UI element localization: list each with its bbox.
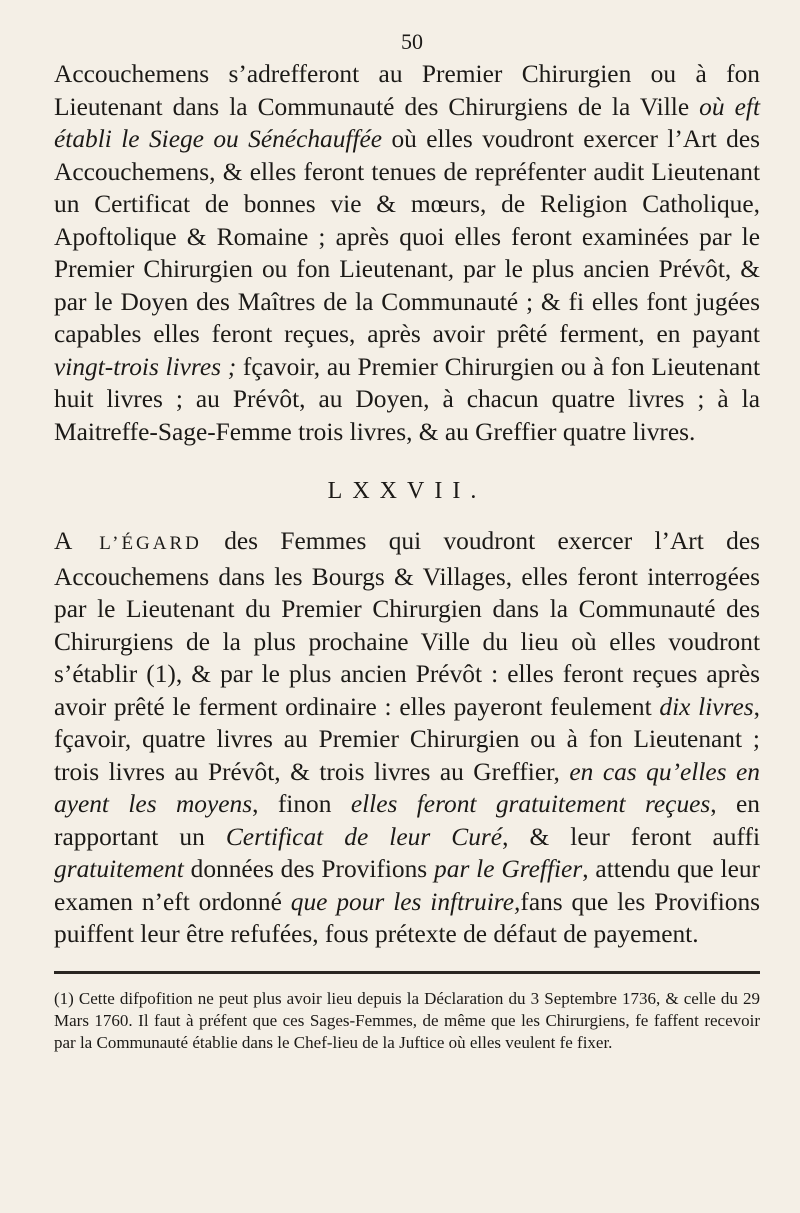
article-heading: LXXVII. — [327, 478, 487, 504]
lead-initial: A — [54, 527, 74, 555]
article-paragraph — [54, 58, 760, 448]
text-run: , attendu que leur examen n’eft ordonné — [54, 855, 760, 916]
text-run: fans que les Provifions puiffent leur être refufées, fous prétexte de défaut de payement. — [54, 887, 761, 948]
italic-text: Certificat de leur Curé — [225, 822, 503, 851]
italic-text: elles feront gratuitement reçues — [350, 790, 711, 818]
italic-text: que pour les inftruire, — [290, 887, 521, 916]
text-run: où elles voudront exercer l’Art des Accouchemens, & elles feront tenues de repréfenter audit Lieutenant un Certificat de bonnes vie & mœurs, de Religion Catholique, Apoftolique & Romaine ; après quoi elles feront examinées par le Premier Chirurgien ou fon Lieutenant, par le plus ancien Prévôt, & par le Doyen des Maîtres de la Communauté ; & fi elles font jugées capables elles feront reçues, après avoir prêté ferment, en payant — [54, 125, 760, 348]
footnote: (1) Cette difpofition ne peut plus avoir lieu depuis la Déclaration du 3 Septembre 1736, & celle du 29 Mars 1760. Il faut à préfent que ces Sages-Femmes, de même que les Chirurgiens, fe faffent recevoir par la Communauté établie dans le Chef-lieu de la Juftice où elles veulent fe fixer. — [54, 988, 760, 1052]
italic-text: vingt-trois livres ; — [54, 352, 237, 381]
italic-text: en cas qu’elles en ayent les moyens — [54, 757, 760, 818]
text-run: données des Provifions — [183, 855, 435, 883]
text-run: Accouchemens s’adrefferont au Premier Chirurgien ou à fon Lieutenant dans la Communauté des Chirurgiens de la Ville — [54, 60, 760, 121]
italic-text: gratuitement — [54, 855, 184, 883]
footnote-divider — [54, 971, 760, 974]
text-run: , & leur feront auffi — [502, 822, 761, 851]
italic-text: par le Greffier — [434, 855, 583, 883]
text-run: , en rapportant un — [54, 790, 760, 851]
italic-text: où eft établi le Siege ou Sénéchauffée — [54, 92, 761, 153]
text-run: des Femmes qui voudront exercer l’Art des Accouchemens dans les Bourgs & Villages, elles feront interrogées par le Lieutenant du Premier Chirurgien dans la Communauté des Chirurgiens de la plus prochaine Ville du lieu où elles voudront s’établir (1), & par le plus ancien Prévôt : elles feront reçues après avoir prêté le ferment ordinaire : elles payeront feulement — [54, 527, 760, 721]
book-page — [54, 30, 760, 1054]
paragraph-lead — [54, 527, 202, 555]
page-number: 50 — [401, 29, 423, 54]
italic-text: dix livres — [659, 692, 754, 721]
text-run: fçavoir, au Premier Chirurgien ou à fon Lieutenant huit livres ; au Prévôt, au Doyen, à chacun quatre livres ; à la Maitreffe-Sage-Femme trois livres, & au Greffier quatre livres. — [54, 352, 761, 446]
text-run: , fçavoir, quatre livres au Premier Chirurgien ou à fon Lieutenant ; trois livres au Prévôt, & trois livres au Greffier, — [54, 692, 760, 786]
article-paragraph — [54, 525, 760, 951]
lead-smallcaps: L’ÉGARD — [99, 533, 202, 554]
text-run: , finon — [252, 790, 351, 818]
